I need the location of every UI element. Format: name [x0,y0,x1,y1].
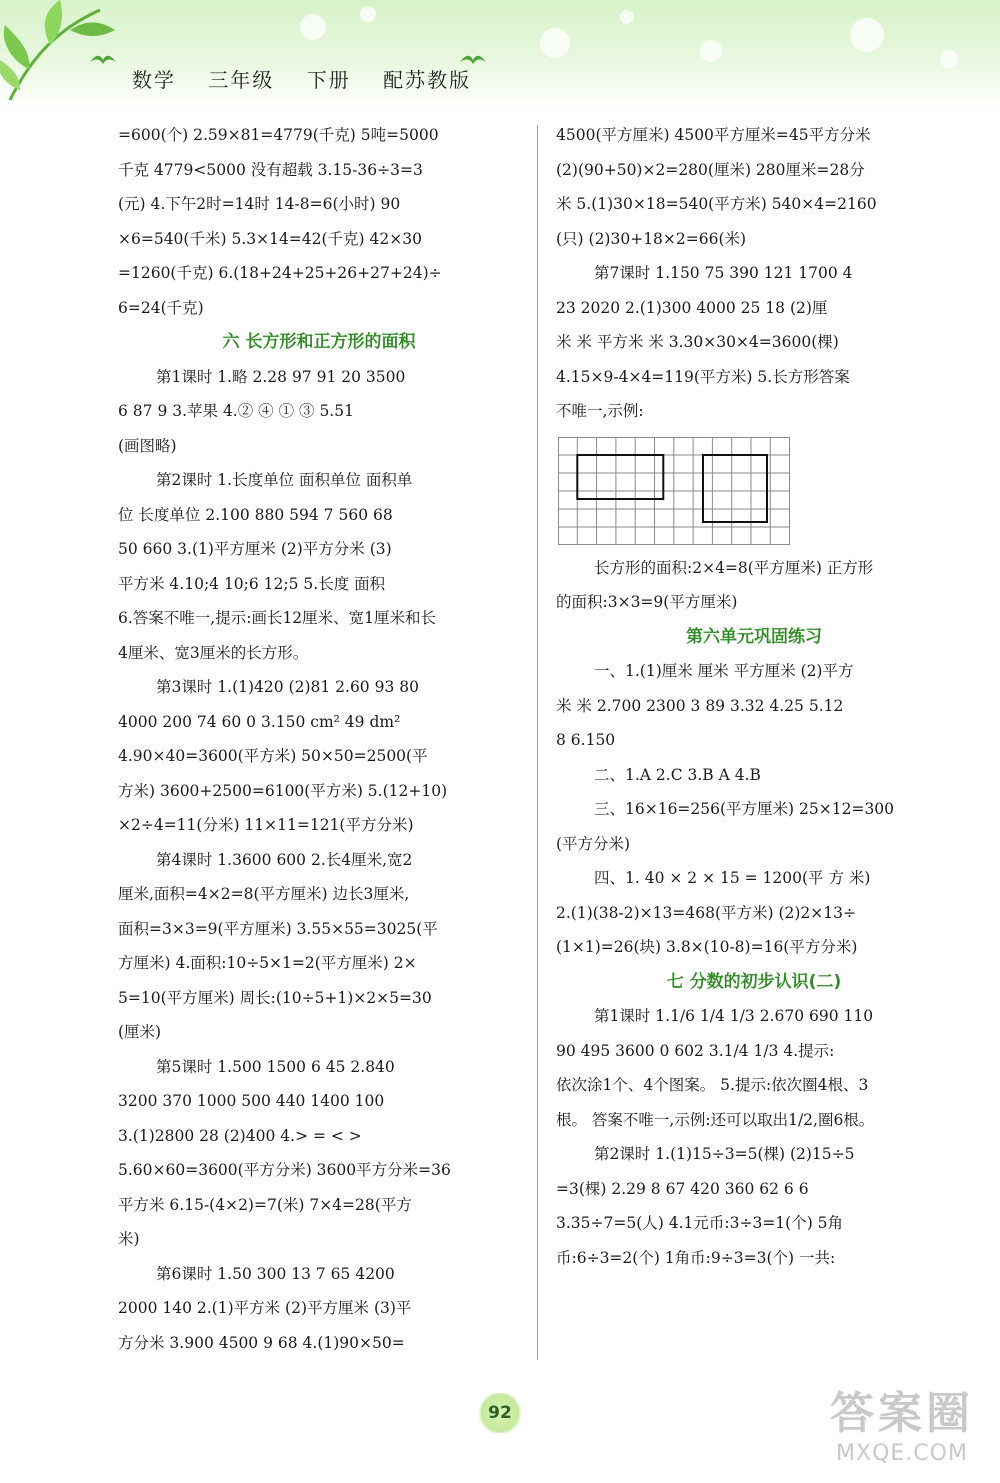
review-line: 三、16×16=256(平方厘米) 25×12=300 [594,800,895,818]
review-line: (平方分米) [556,834,631,853]
volume-label: 下册 [306,68,351,92]
lesson-2-line: 第2课时 1.长度单位 面积单位 面积单 [156,471,413,489]
s7-lesson-2-line: 3.35÷7=5(人) 4.1元币:3÷3=1(个) 5角 [556,1214,844,1232]
lesson-5-line: 3.(1)2800 28 (2)400 4.> = < > [118,1126,362,1145]
s7-lesson-2-line: 币:6÷3=2(个) 1角币:9÷3=3(个) 一共: [556,1248,836,1267]
lesson-3-line: 4.90×40=3600(平方米) 50×50=2500(平 [118,747,428,765]
lesson-4-line: 方厘米) 4.面积:10÷5×1=2(平方厘米) 2× [118,954,417,972]
lesson-5-line: 米) [118,1230,140,1248]
lesson-7-line: 米 米 平方米 米 3.30×30×4=3600(棵) [556,333,839,351]
answer-column-right [556,118,952,1275]
lesson-1-line: 第1课时 1.略 2.28 97 91 20 3500 [156,367,406,386]
lesson-7-line: 4.15×9-4×4=119(平方米) 5.长方形答案 [556,367,850,386]
book-title [132,64,495,93]
review-line: 米 米 2.700 2300 3 89 3.32 4.25 5.12 [556,696,844,715]
answer-line: 4500(平方厘米) 4500平方厘米=45平方分米 [556,126,871,144]
lesson-5-line: 平方米 6.15-(4×2)=7(米) 7×4=28(平方 [118,1195,412,1214]
area-answer-line: 长方形的面积:2×4=8(平方厘米) 正方形 [594,558,874,577]
lesson-6-line: 第6课时 1.50 300 13 7 65 4200 [156,1264,395,1283]
lesson-7-line: 不唯一,示例: [556,402,644,420]
lesson-4-line: 面积=3×3=9(平方厘米) 3.55×55=3025(平 [118,919,438,938]
answer-line: 6=24(千克) [118,298,204,317]
lesson-2-line: 位 长度单位 2.100 880 594 7 560 68 [118,505,393,524]
answer-line: (元) 4.下午2时=14时 14-8=6(小时) 90 [118,195,401,213]
s7-lesson-2-line: 第2课时 1.(1)15÷3=5(棵) (2)15÷5 [594,1145,855,1163]
s7-lesson-1-line: 90 495 3600 0 602 3.1/4 1/3 4.提示: [556,1041,835,1060]
lesson-4-line: 厘米,面积=4×2=8(平方厘米) 边长3厘米, [118,885,410,903]
lesson-3-line: 第3课时 1.(1)420 (2)81 2.60 93 80 [156,678,419,696]
s7-lesson-1-line: 依次涂1个、4个图案。 5.提示:依次圈4根、3 [556,1076,869,1094]
lesson-4-line: 5=10(平方厘米) 周长:(10÷5+1)×2×5=30 [118,988,432,1007]
lesson-5-line: 3200 370 1000 500 440 1400 100 [118,1092,385,1110]
answer-line: =1260(千克) 6.(18+24+25+26+27+24)÷ [118,264,442,282]
watermark-logo-text: 答案圈 [830,1388,974,1439]
page-number: 92 [477,1393,523,1433]
lesson-1-line: (画图略) [118,436,177,455]
review-title: 第六单元巩固练习 [686,626,822,647]
answer-line: 千克 4779<5000 没有超载 3.15-36÷3=3 [118,160,423,179]
bubble-decoration [620,10,634,24]
answer-line: (2)(90+50)×2=280(厘米) 280厘米=28分 [556,160,865,179]
area-answer-line: 的面积:3×3=9(平方厘米) [556,593,738,611]
section-title-6: 六 长方形和正方形的面积 [222,332,416,352]
lesson-2-line: 平方米 4.10;4 10;6 12;5 5.长度 面积 [118,574,386,593]
bubble-decoration [850,18,884,52]
lesson-6-line: 方分米 3.900 4500 9 68 4.(1)90×50= [118,1333,405,1352]
review-line: 8 6.150 [556,731,616,749]
bubble-decoration [940,50,958,68]
grade-label: 三年级 [208,68,275,92]
lesson-4-line: (厘米) [118,1023,162,1041]
s7-lesson-1-line: 根。 答案不唯一,示例:还可以取出1/2,圈6根。 [556,1110,875,1129]
bubble-decoration [360,6,376,22]
section-title-7: 七 分数的初步认识(二) [666,971,842,992]
answer-rectangle-shape [577,455,663,499]
subject-label: 数学 [132,68,176,92]
lesson-3-line: ×2÷4=11(分米) 11×11=121(平方分米) [118,816,414,834]
lesson-7-line: 第7课时 1.150 75 390 121 1700 4 [594,264,853,282]
lesson-3-line: 方米) 3600+2500=6100(平方米) 5.(12+10) [118,781,448,800]
bird-icon [88,50,118,70]
review-line: 2.(1)(38-2)×13=468(平方米) (2)2×13÷ [556,903,856,922]
lesson-5-line: 5.60×60=3600(平方分米) 3600平方分米=36 [118,1161,451,1179]
lesson-7-line: 23 2020 2.(1)300 4000 25 18 (2)厘 [556,298,828,317]
bubble-decoration [700,40,722,62]
answer-line: 米 5.(1)30×18=540(平方米) 540×4=2160 [556,195,877,213]
review-line: 一、1.(1)厘米 厘米 平方厘米 (2)平方 [594,662,854,680]
site-watermark [812,1388,992,1478]
rectangle-square-grid-figure [558,437,790,545]
s7-lesson-1-line: 第1课时 1.1/6 1/4 1/3 2.670 690 110 [594,1007,874,1025]
column-divider [537,125,538,1360]
lesson-1-line: 6 87 9 3.苹果 4.② ④ ① ③ 5.51 [118,402,354,420]
page-header-banner [0,0,1000,110]
lesson-2-line: 50 660 3.(1)平方厘米 (2)平方分米 (3) [118,540,392,558]
review-line: 二、1.A 2.C 3.B A 4.B [594,765,761,784]
answer-line: =600(个) 2.59×81=4779(千克) 5吨=5000 [118,126,439,144]
lesson-6-line: 2000 140 2.(1)平方米 (2)平方厘米 (3)平 [118,1299,412,1317]
s7-lesson-2-line: =3(棵) 2.29 8 67 420 360 62 6 6 [556,1179,809,1198]
lesson-2-line: 6.答案不唯一,提示:画长12厘米、宽1厘米和长 [118,609,437,627]
lesson-4-line: 第4课时 1.3600 600 2.长4厘米,宽2 [156,850,413,869]
lesson-5-line: 第5课时 1.500 1500 6 45 2.840 [156,1057,395,1076]
answer-column-left [118,118,520,1360]
answer-line: ×6=540(千米) 5.3×14=42(千克) 42×30 [118,229,422,248]
answer-line: (只) (2)30+18×2=66(米) [556,229,747,248]
watermark-url: MXQE.COM [836,1441,968,1466]
lesson-2-line: 4厘米、宽3厘米的长方形。 [118,643,309,662]
bubble-decoration [540,28,570,58]
review-line: (1×1)=26(块) 3.8×(10-8)=16(平方分米) [556,938,858,956]
bubble-decoration [300,14,326,40]
review-line: 四、1. 40 × 2 × 15 = 1200(平 方 米) [594,869,871,887]
edition-label: 配苏教版 [383,68,472,92]
lesson-3-line: 4000 200 74 60 0 3.150 cm² 49 dm² [118,712,401,731]
